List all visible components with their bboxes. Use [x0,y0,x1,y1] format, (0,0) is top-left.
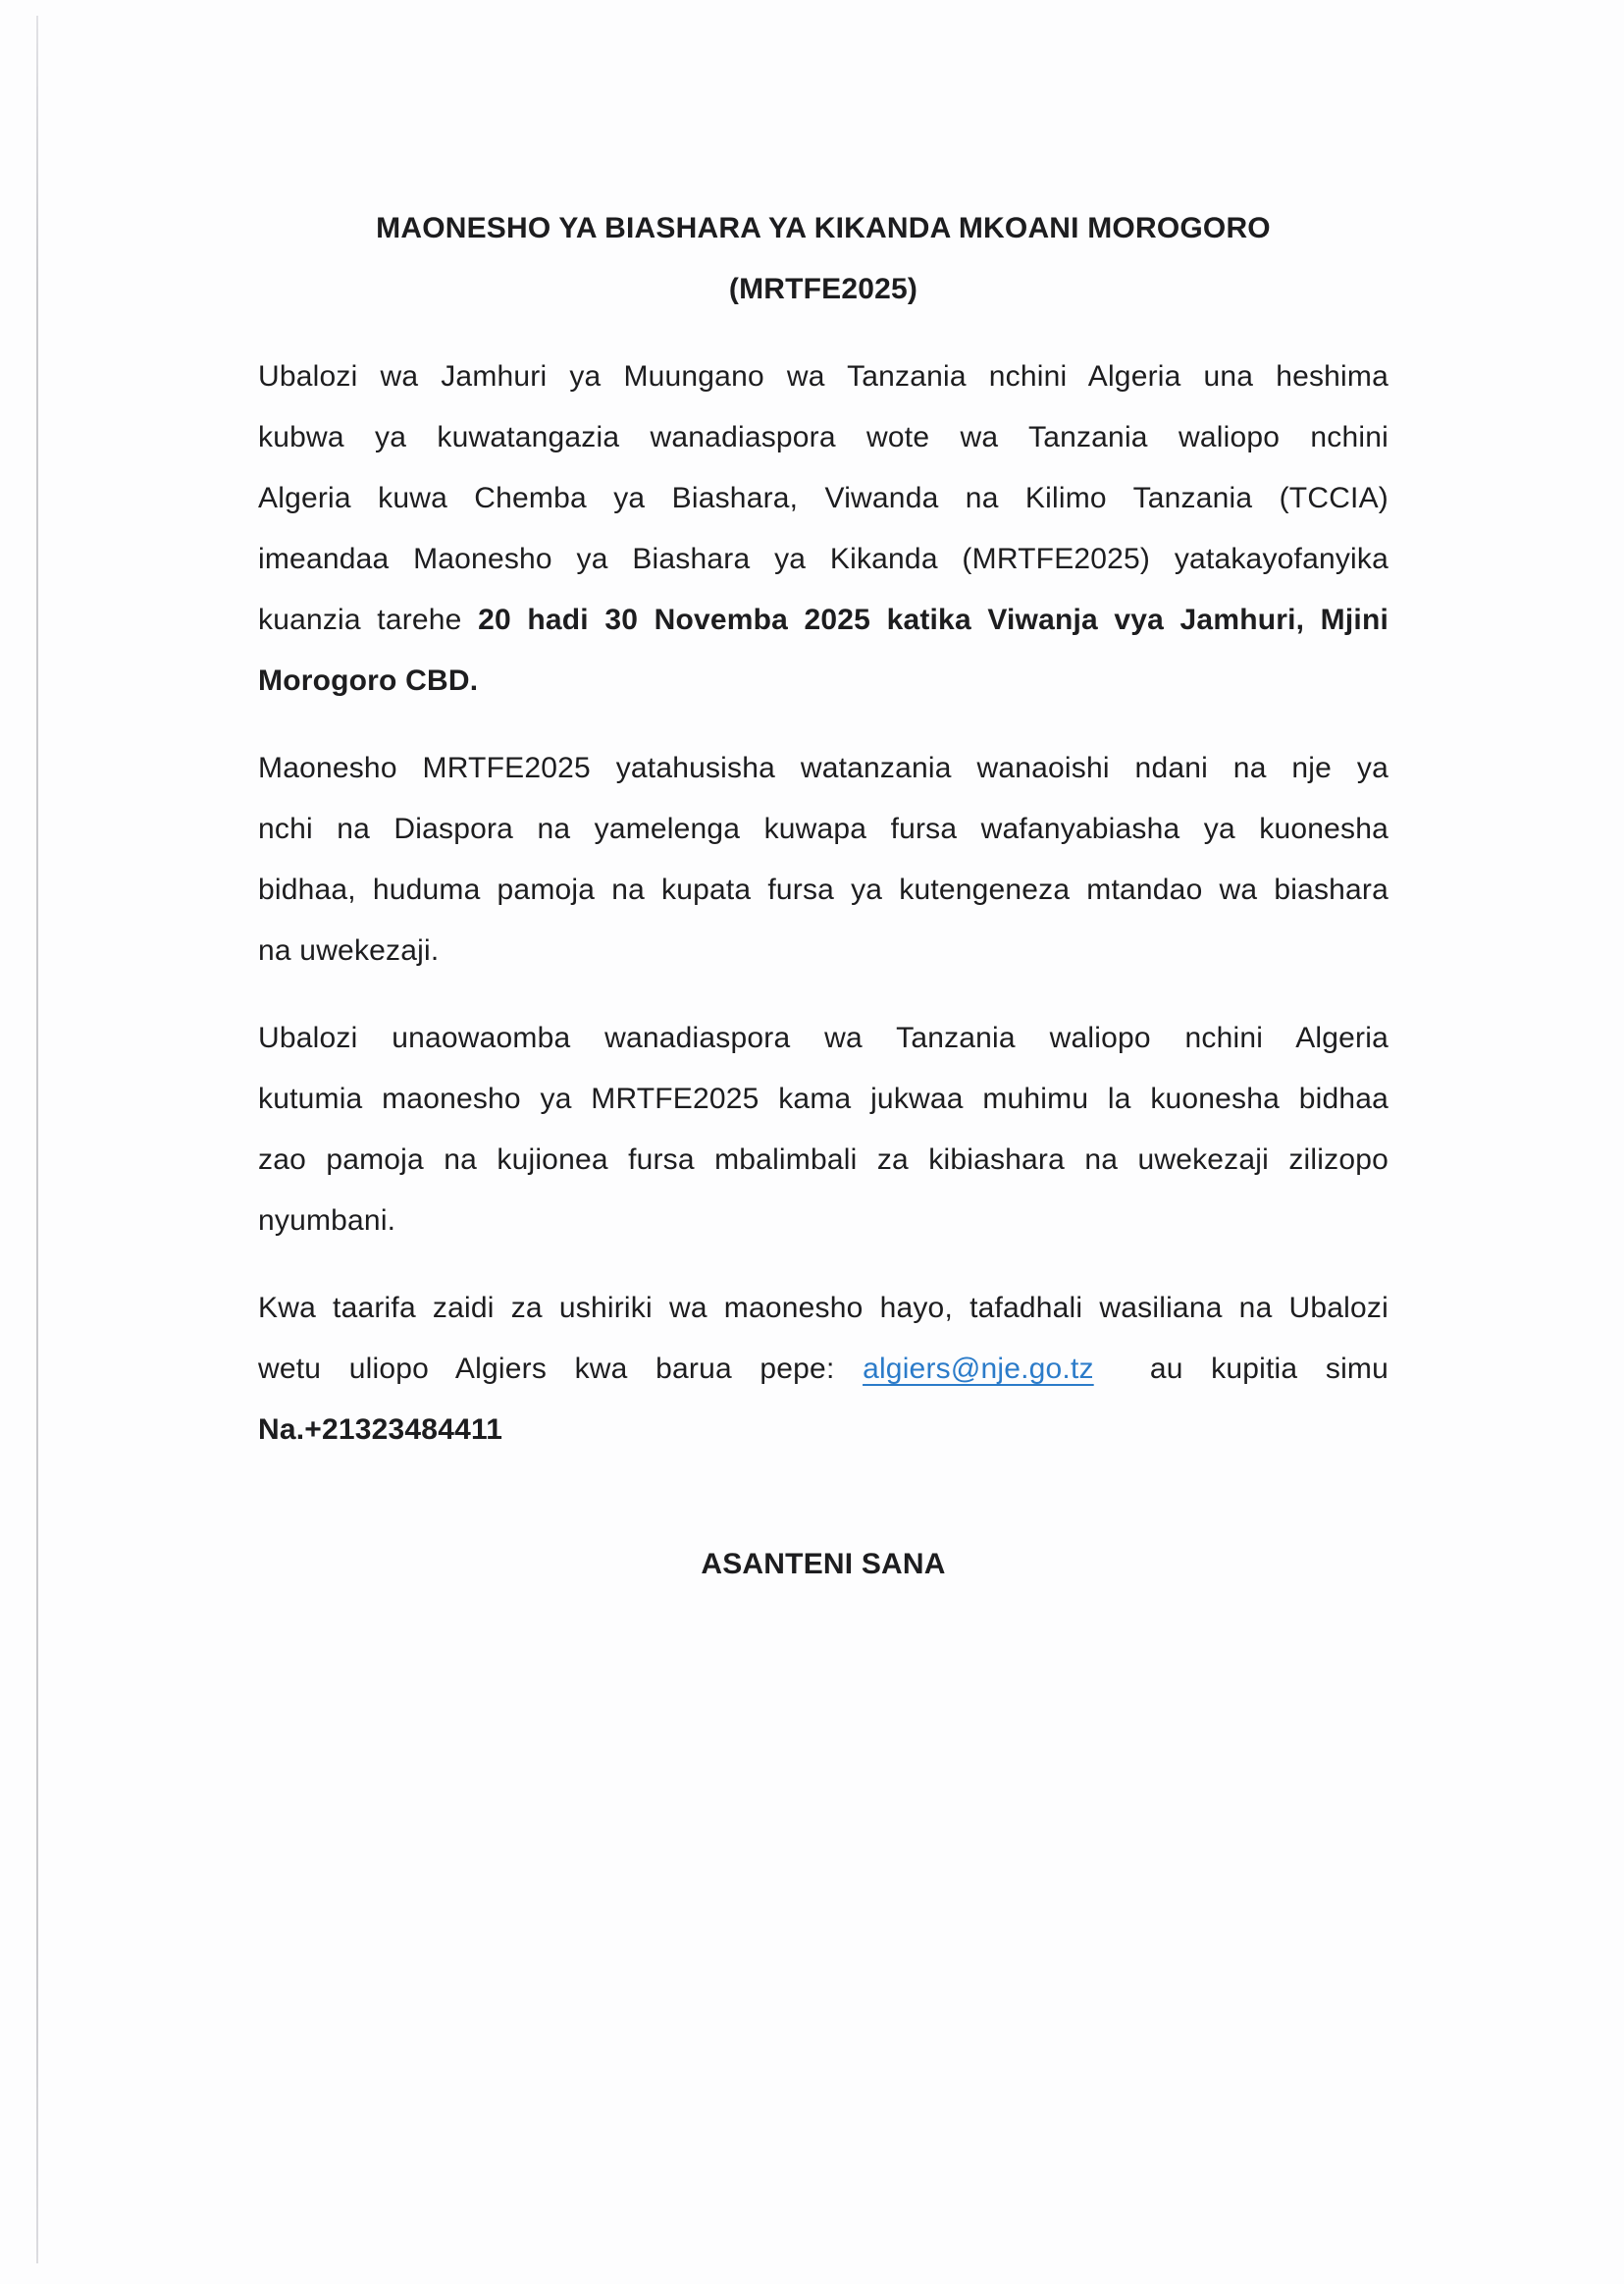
paragraph-2-line-3 [258,860,1388,921]
paragraph-4-line-3 [258,1400,1388,1461]
paragraph-3-line-1 [258,1008,1388,1069]
document-title [258,198,1388,320]
text-segment: zao pamoja na kujionea fursa mbalimbali za kibiashara na uwekezaji zilizopo [258,1143,1388,1176]
text-segment: wetu uliopo Algiers kwa barua pepe: [258,1353,864,1385]
paragraph-2-line-1 [258,738,1388,799]
text-segment: nchi na Diaspora na yamelenga kuwapa fursa wafanyabiasha ya kuonesha [258,813,1388,845]
paragraph-1-line-3 [258,468,1388,529]
text-segment: na uwekezaji. [258,934,440,967]
paragraph-4 [258,1278,1388,1461]
paragraph-4-line-2 [258,1339,1388,1400]
text-segment: kutumia maonesho ya MRTFE2025 kama jukwaa muhimu la kuonesha bidhaa [258,1083,1388,1115]
paragraph-3-line-4 [258,1191,1388,1251]
paragraph-3-line-2 [258,1069,1388,1130]
paragraph-1 [258,346,1388,712]
text-segment: bidhaa, huduma pamoja na kupata fursa ya kutengeneza mtandao wa biashara [258,874,1388,906]
closing-text: ASANTENI SANA [701,1548,946,1580]
text-segment: kuanzia tarehe [258,604,479,636]
paragraph-3 [258,1008,1388,1251]
text-segment: Ubalozi unaowaomba wanadiaspora wa Tanzania waliopo nchini Algeria [258,1022,1388,1054]
paragraph-1-line-5 [258,590,1388,651]
text-segment: Ubalozi wa Jamhuri ya Muungano wa Tanzania nchini Algeria una heshima [258,360,1388,393]
text-segment: au kupitia simu [1093,1353,1389,1385]
text-segment: nyumbani. [258,1204,396,1237]
text-segment: kubwa ya kuwatangazia wanadiaspora wote wa Tanzania waliopo nchini [258,421,1388,453]
text-segment: imeandaa Maonesho ya Biashara ya Kikanda (MRTFE2025) yatakayofanyika [258,543,1388,575]
bold-text-segment: Na.+21323484411 [258,1413,503,1446]
scan-edge-line [36,16,38,2263]
text-segment: Maonesho MRTFE2025 yatahusisha watanzania wanaoishi ndani na nje ya [258,752,1388,784]
paragraph-1-line-1 [258,346,1388,407]
paragraph-4-line-1 [258,1278,1388,1339]
paragraph-1-line-6 [258,651,1388,712]
paragraph-1-line-2 [258,407,1388,468]
text-segment: Kwa taarifa zaidi za ushiriki wa maonesho hayo, tafadhali wasiliana na Ubalozi [258,1292,1388,1324]
paragraph-2-line-2 [258,799,1388,860]
document-paragraphs [258,346,1388,1461]
document-content [258,198,1388,1595]
bold-text-segment: Morogoro CBD. [258,664,479,697]
title-line-2: (MRTFE2025) [728,273,918,305]
paragraph-1-line-4 [258,529,1388,590]
email-link[interactable]: algiers@nje.go.tz [863,1353,1094,1385]
paragraph-3-line-3 [258,1130,1388,1191]
bold-text-segment: 20 hadi 30 Novemba 2025 katika Viwanja vya Jamhuri, Mjini [478,604,1389,636]
text-segment: Algeria kuwa Chemba ya Biashara, Viwanda na Kilimo Tanzania (TCCIA) [258,482,1388,514]
paragraph-2-line-4 [258,921,1388,982]
paragraph-2 [258,738,1388,982]
title-line-1: MAONESHO YA BIASHARA YA KIKANDA MKOANI MOROGORO [376,212,1271,244]
